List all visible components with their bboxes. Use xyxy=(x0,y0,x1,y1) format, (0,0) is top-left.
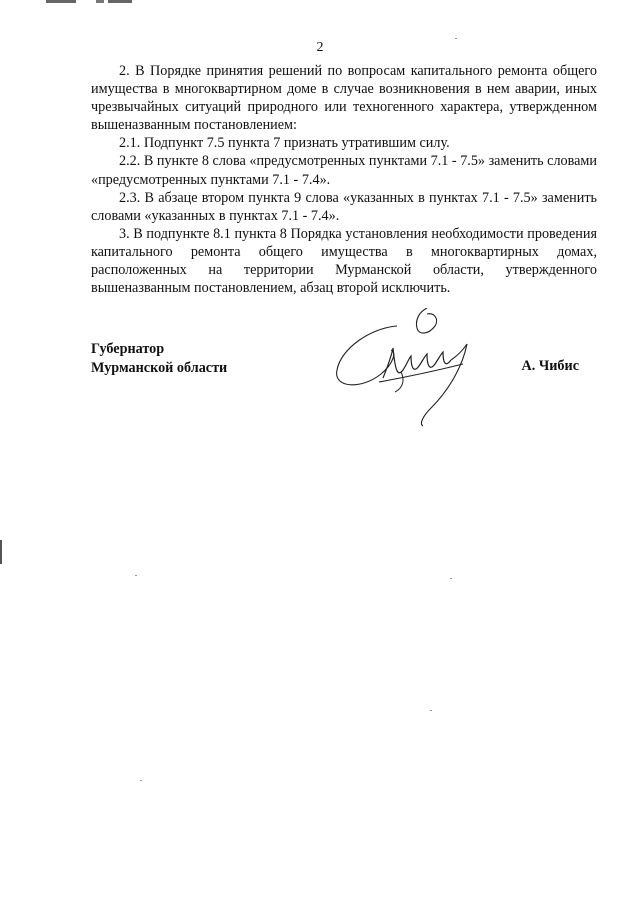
document-body xyxy=(91,62,597,297)
scan-artifact-left xyxy=(0,540,2,564)
signer-name: А. Чибис xyxy=(521,358,579,374)
paragraph-2-2: 2.2. В пункте 8 слова «предусмотренных пунктами 7.1 - 7.5» заменить словами «предусмотренных пунктами 7.1 - 7.4». xyxy=(91,153,597,188)
scan-speck xyxy=(450,578,452,579)
handwritten-signature xyxy=(331,308,491,438)
paragraph-2-1: 2.1. Подпункт 7.5 пункта 7 признать утратившим силу. xyxy=(119,135,450,152)
page-number: 2 xyxy=(316,40,324,55)
scan-speck xyxy=(140,780,142,781)
scan-speck xyxy=(430,710,432,711)
signer-title-line-1: Губернатор xyxy=(91,341,165,357)
signature-block xyxy=(91,340,597,440)
scan-speck xyxy=(135,575,137,576)
paragraph-2: 2. В Порядке принятия решений по вопросам капитального ремонта общего имущества в многоквартирном доме в случае возникновения в нем аварии, иных чрезвычайных ситуаций природного или техногенного характера, утвержденном вышеназванным постановлением: xyxy=(91,63,597,134)
scan-speck xyxy=(455,38,457,39)
scan-artifact-top xyxy=(46,0,132,4)
paragraph-3: 3. В подпункте 8.1 пункта 8 Порядка установления необходимости проведения капитального ремонта общего имущества в многоквартирных домах, расположенных на территории Мурманской области, утвержденного вышеназванным постановлением, абзац второй исключить. xyxy=(91,225,597,297)
signer-title-line-2: Мурманской области xyxy=(91,359,228,376)
signer-title xyxy=(91,340,227,377)
paragraph-2-3: 2.3. В абзаце втором пункта 9 слова «указанных в пунктах 7.1 - 7.5» заменить словами «указанных в пунктах 7.1 - 7.4». xyxy=(91,189,597,224)
